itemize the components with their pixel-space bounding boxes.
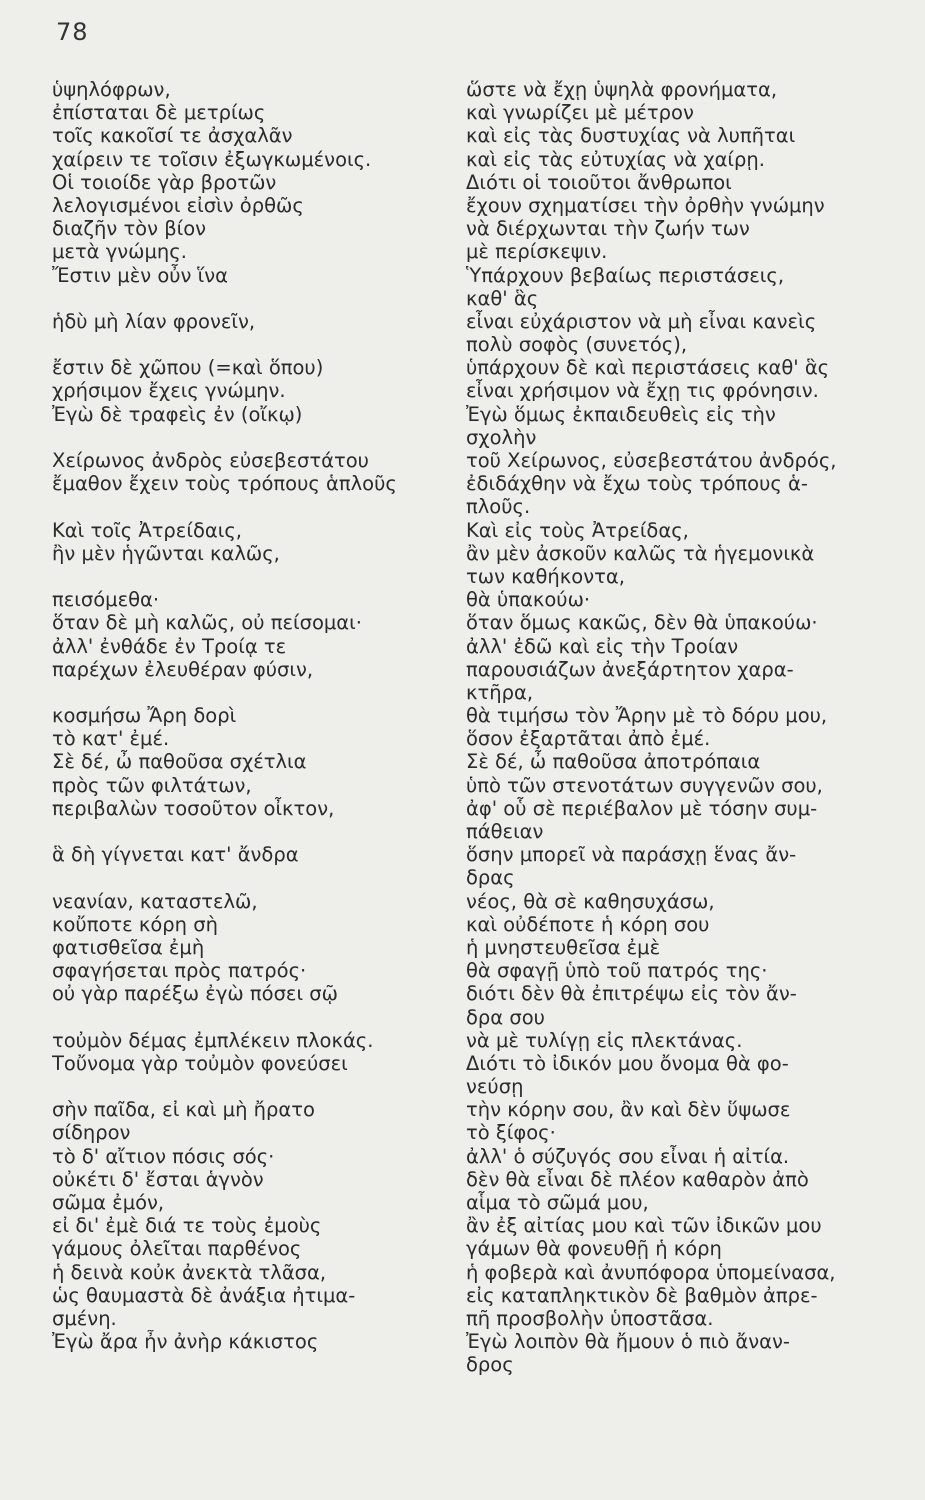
translation-line: πάθειαν — [466, 820, 544, 843]
stanza-gap — [52, 820, 452, 843]
translation-line: ὅταν ὅμως κακῶς, δὲν θὰ ὑπακούω· — [466, 611, 818, 635]
translation-line: αἷμα τὸ σῶμά μου, — [466, 1191, 649, 1214]
translation-line: ἡ μνηστευθεῖσα ἐμὲ — [466, 935, 661, 959]
translation-line: ἂν ἐξ αἰτίας μου καὶ τῶν ἰδικῶν μου — [466, 1214, 822, 1238]
translation-line: ἐδιδάχθην νὰ ἔχω τοὺς τρόπους ἁ- — [466, 472, 808, 496]
greek-verse-line: ὡς θαυμαστὰ δὲ ἀνάξια ἠτιμα- — [52, 1283, 356, 1307]
translation-line: τὸ ξίφος· — [466, 1121, 556, 1145]
greek-verse-line: Σὲ δέ, ὦ παθοῦσα σχέτλια — [52, 750, 307, 774]
greek-verse-line: Οἱ τοιοίδε γὰρ βροτῶν — [52, 170, 277, 194]
stanza-gap — [52, 1075, 452, 1098]
translation-line: νεύσῃ — [466, 1075, 524, 1099]
greek-verse-line: τὸ δ' αἴτιον πόσις σός· — [52, 1144, 275, 1168]
greek-verse-line: ὑψηλόφρων, — [52, 78, 171, 101]
greek-verse-line: σίδηρον — [52, 1121, 131, 1145]
page-number: 78 — [56, 18, 89, 46]
translation-line: τοῦ Χείρωνος, εὐσεβεστάτου ἀνδρός, — [466, 449, 837, 472]
translation-line: ὥστε νὰ ἔχῃ ὑψηλὰ φρονήματα, — [466, 78, 778, 101]
translation-line: Καὶ εἰς τοὺς Ἀτρείδας, — [466, 518, 689, 542]
translation-line: ἂν μὲν ἀσκοῦν καλῶς τὰ ἡγεμονικὰ — [466, 541, 815, 565]
greek-verse-line: Χείρωνος ἀνδρὸς εὐσεβεστάτου — [52, 449, 369, 472]
stanza-gap — [52, 681, 452, 704]
greek-original-column — [52, 78, 452, 1353]
modern-translation-column — [466, 78, 906, 1377]
greek-verse-line: ἢν μὲν ἡγῶνται καλῶς, — [52, 541, 280, 565]
greek-verse-line: ὅταν δὲ μὴ καλῶς, οὐ πείσομαι· — [52, 611, 362, 635]
translation-line: μὲ περίσκεψιν. — [466, 240, 608, 264]
translation-line: παρουσιάζων ἀνεξάρτητον χαρα- — [466, 657, 794, 681]
greek-verse-line: Ἐγὼ ἄρα ἦν ἀνὴρ κάκιστος — [52, 1330, 319, 1354]
translation-line: καὶ γνωρίζει μὲ μέτρον — [466, 101, 694, 125]
translation-line: σχολὴν — [466, 425, 537, 449]
greek-verse-line: σῶμα ἐμόν, — [52, 1191, 165, 1214]
translation-line: ἀφ' οὗ σὲ περιέβαλον μὲ τόσην συμ- — [466, 796, 818, 820]
translation-line: νὰ μὲ τυλίγῃ εἰς πλεκτάνας. — [466, 1028, 743, 1052]
translation-line: νέος, θὰ σὲ καθησυχάσω, — [466, 889, 715, 913]
greek-verse-line: πρὸς τῶν φιλτάτων, — [52, 773, 252, 797]
stanza-gap — [52, 866, 452, 889]
greek-verse-line: Ἔστιν μὲν οὖν ἵνα — [52, 263, 228, 287]
translation-line: καὶ οὐδέποτε ἡ κόρη σου — [466, 912, 710, 936]
stanza-gap — [52, 1006, 452, 1029]
greek-verse-line: παρέχων ἐλευθέραν φύσιν, — [52, 657, 314, 681]
translation-line: δρα σου — [466, 1005, 545, 1029]
translation-line: πολὺ σοφὸς (συνετός), — [466, 333, 688, 357]
translation-line: ἡ φοβερὰ καὶ ἀνυπόφορα ὑπομείνασα, — [466, 1260, 836, 1284]
translation-line: πῆ προσβολὴν ὑποστᾶσα. — [466, 1306, 714, 1330]
greek-verse-line: ἔστιν δὲ χῶπου (=καὶ ὅπου) — [52, 356, 324, 380]
greek-verse-line: ἔμαθον ἔχειν τοὺς τρόπους ἁπλοῦς — [52, 472, 397, 496]
translation-line: γάμων θὰ φονευθῇ ἡ κόρη — [466, 1237, 722, 1261]
translation-line: εἶναι χρήσιμον νὰ ἔχῃ τις φρόνησιν. — [466, 379, 819, 403]
greek-verse-line: σὴν παῖδα, εἰ καὶ μὴ ἤρατο — [52, 1098, 315, 1122]
stanza-gap — [52, 287, 452, 310]
translation-line: θὰ τιμήσω τὸν Ἄρην μὲ τὸ δόρυ μου, — [466, 704, 828, 728]
translation-line: νὰ διέρχωνται τὴν ζωήν των — [466, 217, 750, 241]
greek-verse-line: χαίρειν τε τοῖσιν ἐξωγκωμένοις. — [52, 147, 372, 171]
translation-line: καθ' ἃς — [466, 286, 539, 310]
greek-verse-line: διαζῆν τὸν βίον — [52, 217, 207, 241]
translation-line: Ἐγὼ ὅμως ἐκπαιδευθεὶς εἰς τὴν — [466, 402, 776, 426]
translation-line: πλοῦς. — [466, 495, 531, 519]
greek-verse-line: γάμους ὀλεῖται παρθένος — [52, 1237, 302, 1261]
greek-verse-line: νεανίαν, καταστελῶ, — [52, 889, 258, 913]
greek-verse-line: τὸ κατ' ἐμέ. — [52, 727, 170, 751]
greek-verse-line: ἡδὺ μὴ λίαν φρονεῖν, — [52, 309, 256, 333]
translation-line: Ἐγὼ λοιπὸν θὰ ἤμουν ὁ πιὸ ἄναν- — [466, 1330, 790, 1354]
greek-verse-line: Ἐγὼ δὲ τραφεὶς ἐν (οἴκῳ) — [52, 402, 303, 426]
greek-verse-line: φατισθεῖσα ἐμὴ — [52, 935, 205, 959]
translation-line: ὑπὸ τῶν στενοτάτων συγγενῶν σου, — [466, 773, 823, 797]
translation-line: τὴν κόρην σου, ἂν καὶ δὲν ὕψωσε — [466, 1098, 791, 1122]
translation-line: δὲν θὰ εἶναι δὲ πλέον καθαρὸν ἀπὸ — [466, 1167, 809, 1191]
greek-verse-line: ἀλλ' ἐνθάδε ἐν Τροίᾳ τε — [52, 634, 287, 658]
greek-verse-line: πεισόμεθα· — [52, 588, 160, 612]
translation-line: θὰ ὑπακούω· — [466, 588, 591, 612]
translation-line: καὶ εἰς τὰς δυστυχίας νὰ λυπῆται — [466, 124, 796, 148]
translation-line: κτῆρα, — [466, 680, 534, 704]
translation-line: των καθήκοντα, — [466, 564, 625, 588]
greek-verse-line: κοσμήσω Ἄρη δορὶ — [52, 704, 237, 728]
stanza-gap — [52, 333, 452, 356]
greek-verse-line: Καὶ τοῖς Ἀτρείδαις, — [52, 518, 242, 542]
translation-line: εἰς καταπληκτικὸν δὲ βαθμὸν ἀπρε- — [466, 1283, 818, 1307]
translation-line: Διότι τὸ ἰδικόν μου ὄνομα θὰ φο- — [466, 1051, 789, 1075]
greek-verse-line: ἡ δεινὰ κοὐκ ἀνεκτὰ τλᾶσα, — [52, 1260, 327, 1284]
stanza-gap — [52, 565, 452, 588]
greek-verse-line: τοῖς κακοῖσί τε ἀσχαλᾶν — [52, 124, 293, 148]
translation-line: ἔχουν σχηματίσει τὴν ὀρθὴν γνώμην — [466, 193, 825, 217]
greek-verse-line: ἐπίσταται δὲ μετρίως — [52, 101, 266, 125]
greek-verse-line: περιβαλὼν τοσοῦτον οἶκτον, — [52, 796, 335, 820]
greek-verse-line: κοὔποτε κόρη σὴ — [52, 912, 218, 936]
greek-verse-line: χρήσιμον ἔχεις γνώμην. — [52, 379, 286, 403]
translation-line: ὅσον ἐξαρτᾶται ἀπὸ ἐμέ. — [466, 727, 711, 751]
stanza-gap — [52, 426, 452, 449]
translation-line: καὶ εἰς τὰς εὐτυχίας νὰ χαίρῃ. — [466, 147, 765, 171]
stanza-gap — [52, 495, 452, 518]
greek-verse-line: λελογισμένοι εἰσὶν ὀρθῶς — [52, 193, 304, 217]
translation-line: Σὲ δέ, ὦ παθοῦσα ἀποτρόπαια — [466, 750, 761, 774]
greek-verse-line: σμένη. — [52, 1306, 117, 1330]
greek-verse-line: Τοὔνομα γὰρ τοὐμὸν φονεύσει — [52, 1051, 348, 1075]
greek-verse-line: εἰ δι' ἐμὲ διά τε τοὺς ἐμοὺς — [52, 1214, 322, 1238]
greek-verse-line: ἃ δὴ γίγνεται κατ' ἄνδρα — [52, 843, 299, 867]
translation-line: Διότι οἱ τοιοῦτοι ἄνθρωποι — [466, 170, 732, 194]
translation-line: ὑπάρχουν δὲ καὶ περιστάσεις καθ' ἃς — [466, 356, 830, 380]
greek-verse-line: οὐκέτι δ' ἔσται ἁγνὸν — [52, 1167, 264, 1191]
translation-line: δρος — [466, 1353, 514, 1377]
greek-verse-line: σφαγήσεται πρὸς πατρός· — [52, 959, 307, 983]
greek-verse-line: οὐ γὰρ παρέξω ἐγὼ πόσει σῷ — [52, 982, 338, 1006]
greek-verse-line: μετὰ γνώμης. — [52, 240, 187, 264]
translation-line: εἶναι εὐχάριστον νὰ μὴ εἶναι κανεὶς — [466, 309, 817, 333]
translation-line: Ὑπάρχουν βεβαίως περιστάσεις, — [466, 263, 785, 287]
translation-line: θὰ σφαγῇ ὑπὸ τοῦ πατρός της· — [466, 959, 768, 983]
translation-line: δρας — [466, 866, 515, 890]
translation-line: ἀλλ' ἐδῶ καὶ εἰς τὴν Τροίαν — [466, 634, 739, 658]
greek-verse-line: τοὐμὸν δέμας ἐμπλέκειν πλοκάς. — [52, 1028, 374, 1052]
translation-line: ἀλλ' ὁ σύζυγός σου εἶναι ἡ αἰτία. — [466, 1144, 790, 1168]
translation-line: ὅσην μπορεῖ νὰ παράσχῃ ἕνας ἄν- — [466, 843, 797, 867]
translation-line: διότι δὲν θὰ ἐπιτρέψω εἰς τὸν ἄν- — [466, 982, 797, 1006]
